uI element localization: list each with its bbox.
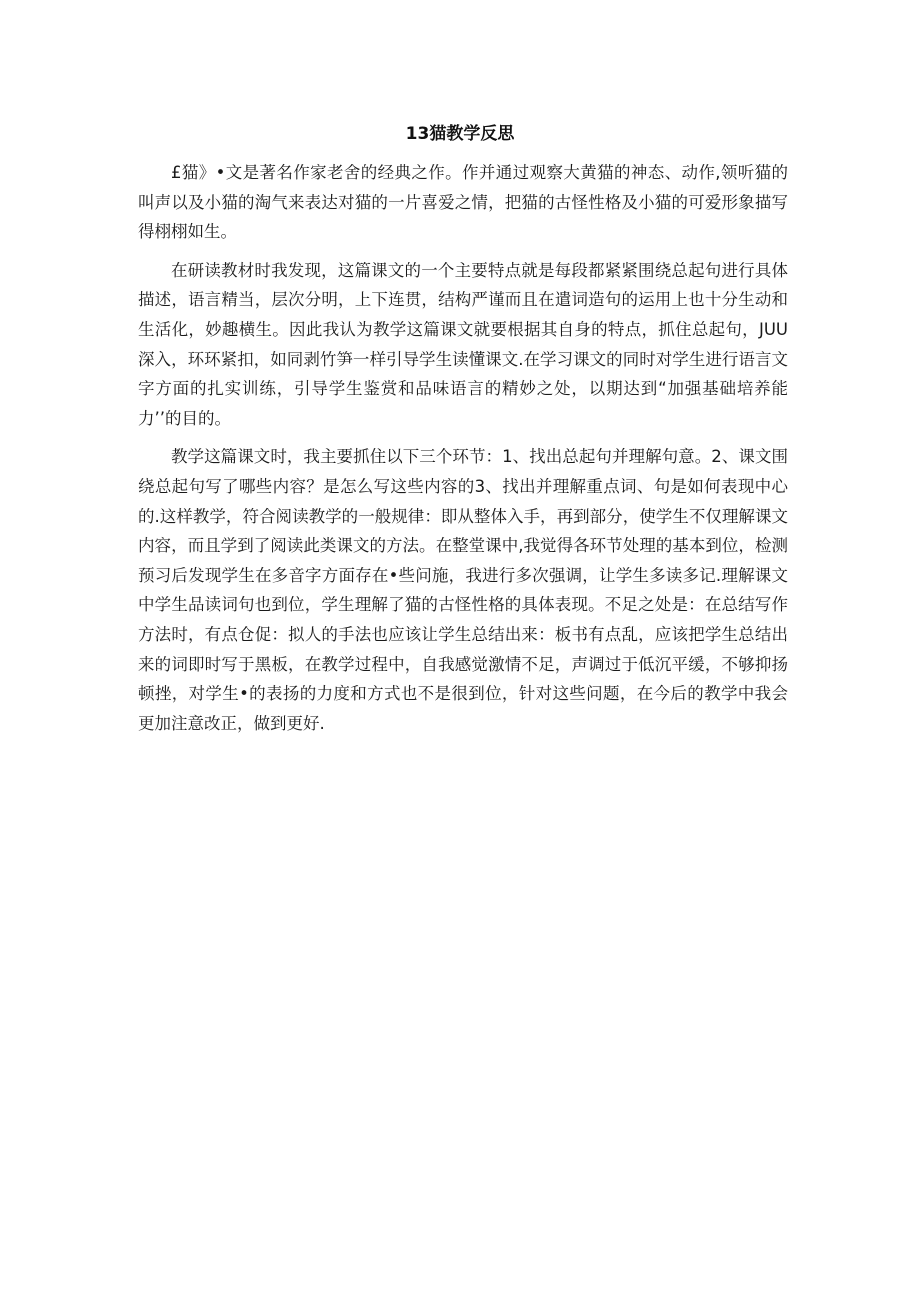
document-body — [138, 158, 788, 747]
document-title: 13猫教学反思 — [405, 124, 515, 144]
paragraph-3: 教学这篇课文时，我主要抓住以下三个环节：1、找出总起句并理解句意。2、课文围绕总起句写了哪些内容？是怎么写这些内容的3、找出并理解重点词、句是如何表现中心的.这样教学，符合阅读教学的一般规律：即从整体入手，再到部分，使学生不仅理解课文内容，而且学到了阅读此类课文的方法。在整堂课中,我觉得各环节处理的基本到位，检测预习后发现学生在多音字方面存在•些问施，我进行多次强调，让学生多读多记.理解课文中学生品读词句也到位，学生理解了猫的古怪性格的具体表现。不足之处是：在总结写作方法时，有点仓促：拟人的手法也应该让学生总结出来：板书有点乱，应该把学生总结出来的词即时写于黑板，在教学过程中，自我感觉激情不足，声调过于低沉平缓，不够抑扬顿挫，对学生•的表扬的力度和方式也不是很到位，针对这些问题，在今后的教学中我会更加注意改正，做到更好. — [138, 447, 788, 733]
paragraph-2: 在研读教材时我发现，这篇课文的一个主要特点就是每段都紧紧围绕总起句进行具体描述，语言精当，层次分明，上下连贯，结构严谨而且在遣词造句的运用上也十分生动和生活化，妙趣横生。因此我认为教学这篇课文就要根据其自身的特点，抓住总起句，JUU深入，环环紧扣，如同剥竹笋一样引导学生读懂课文.在学习课文的同时对学生进行语言文字方面的扎实训练，引导学生鉴赏和品味语言的精妙之处，以期达到“加强基础培养能力’’的目的。 — [138, 260, 788, 428]
paragraph-1: £猫》•文是著名作家老舍的经典之作。作并通过观察大黄猫的神态、动作,领听猫的叫声以及小猫的淘气来表达对猫的一片喜爱之情，把猫的古怪性格及小猫的可爱形象描写得栩栩如生。 — [138, 163, 788, 242]
